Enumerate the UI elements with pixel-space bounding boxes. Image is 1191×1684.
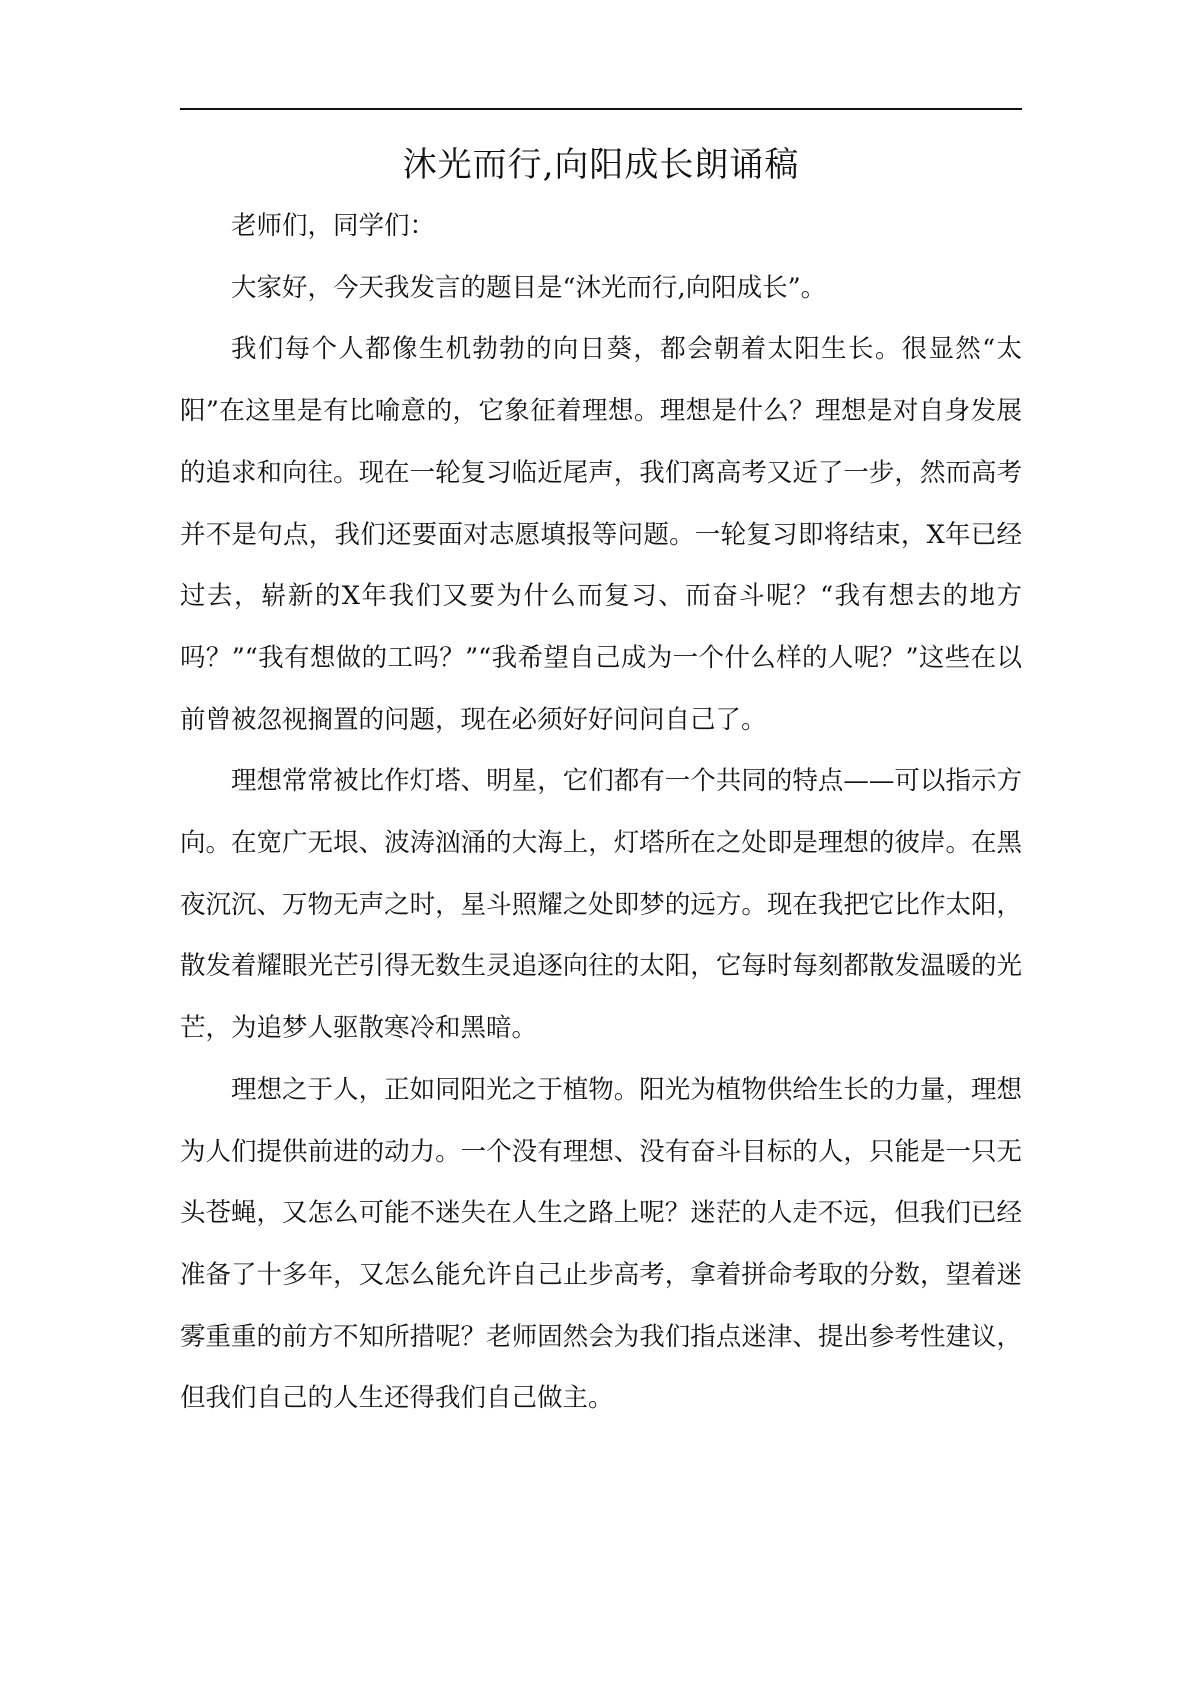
paragraph-sunlight: 理想之于人，正如同阳光之于植物。阳光为植物供给生长的力量，理想为人们提供前进的动力。一个没有理想、没有奋斗目标的人，只能是一只无头苍蝇，又怎么可能不迷失在人生之路上呢？迷茫的人走不远，但我们已经准备了十多年，又怎么能允许自己止步高考，拿着拼命考取的分数，望着迷雾重重的前方不知所措呢？老师固然会为我们指点迷津、提出参考性建议，但我们自己的人生还得我们自己做主。 — [180, 1074, 1022, 1414]
salutation: 老师们，同学们： — [231, 211, 436, 241]
document-title: 沐光而行,向阳成长朗诵稿 — [402, 145, 800, 185]
document-body — [180, 196, 1022, 1430]
paragraph-lighthouse: 理想常常被比作灯塔、明星，它们都有一个共同的特点——可以指示方向。在宽广无垠、波涛汹涌的大海上，灯塔所在之处即是理想的彼岸。在黑夜沉沉、万物无声之时，星斗照耀之处即梦的远方。现在我把它比作太阳，散发着耀眼光芒引得无数生灵追逐向往的太阳，它每时每刻都散发温暖的光芒，为追梦人驱散寒冷和黑暗。 — [180, 766, 1022, 1044]
header-rule — [180, 108, 1022, 110]
paragraph-greeting: 大家好，今天我发言的题目是“沐光而行,向阳成长”。 — [231, 272, 827, 303]
paragraph-sunflower: 我们每个人都像生机勃勃的向日葵，都会朝着太阳生长。很显然“太阳”在这里是有比喻意的，它象征着理想。理想是什么？理想是对自身发展的追求和向往。现在一轮复习临近尾声，我们离高考又近了一步，然而高考并不是句点，我们还要面对志愿填报等问题。一轮复习即将结束，X年已经过去，崭新的X年我们又要为什么而复习、而奋斗呢？“我有想去的地方吗？”“我有想做的工吗？”“我希望自己成为一个什么样的人呢？”这些在以前曾被忽视搁置的问题，现在必须好好问问自己了。 — [180, 334, 1022, 735]
